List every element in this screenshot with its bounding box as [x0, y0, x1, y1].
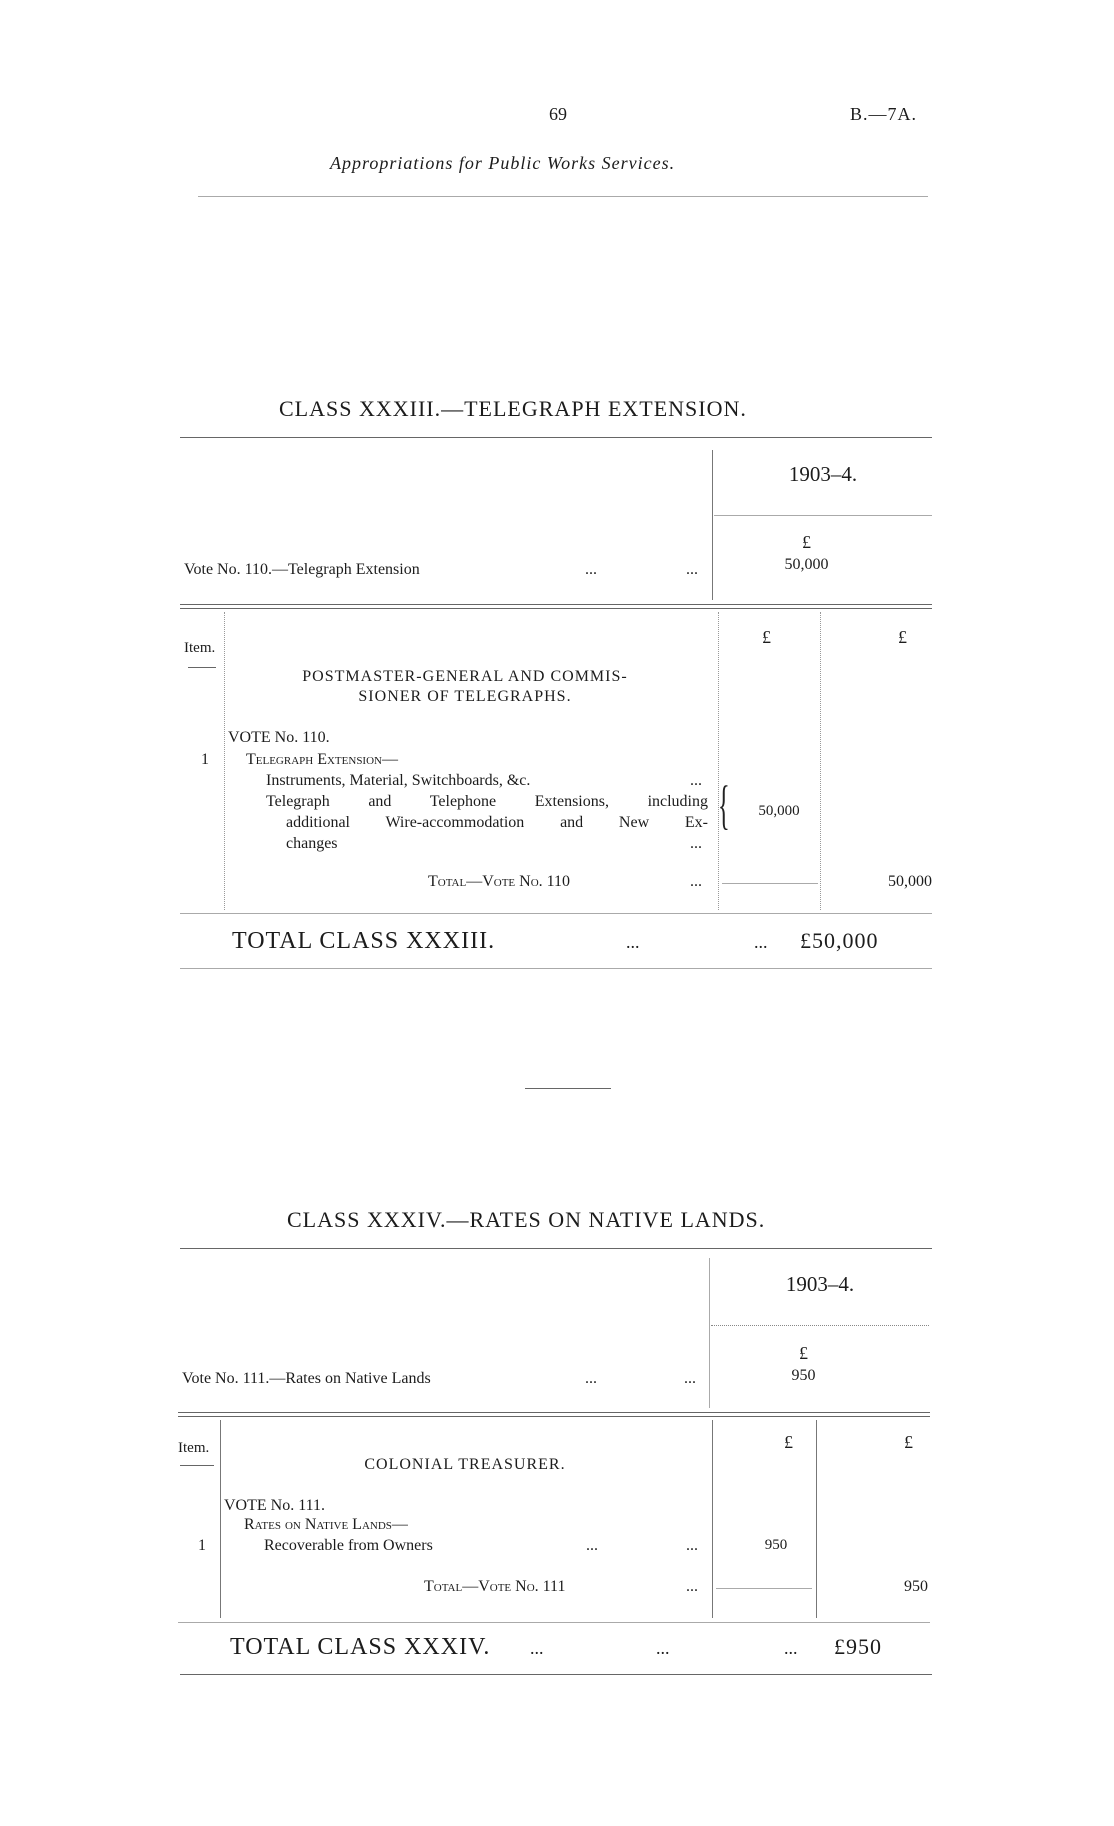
- class-total: £950: [834, 1634, 882, 1659]
- vote-title: VOTE No. 111.: [224, 1497, 326, 1514]
- double-rule-b: [178, 1416, 930, 1417]
- leader-dots: ...: [684, 1370, 696, 1387]
- department-heading: COLONIAL TREASURER.: [364, 1456, 566, 1473]
- item-number: 1: [201, 751, 209, 768]
- year-header-rule: [714, 515, 932, 516]
- section-heading: CLASS XXXIII.—TELEGRAPH EXTENSION.: [279, 396, 747, 421]
- leader-dots: ...: [784, 1638, 798, 1658]
- header-rule: [198, 196, 928, 197]
- leader-dots: ...: [686, 1578, 698, 1595]
- leader-dots: ...: [530, 1638, 544, 1658]
- subtotal-rule: [722, 883, 818, 884]
- page-number: 69: [549, 104, 567, 124]
- year-header-rule: [711, 1325, 929, 1326]
- department-line: SIONER OF TELEGRAPHS.: [358, 688, 572, 705]
- leader-dots: ...: [626, 932, 640, 952]
- vote-label: Vote No. 111.—Rates on Native Lands: [182, 1370, 431, 1387]
- department-heading: [250, 667, 680, 707]
- amount-currency-header: £: [762, 627, 771, 647]
- vote-total-label: Total—Vote No. 110: [428, 873, 571, 890]
- leader-dots: ...: [690, 772, 702, 789]
- vote-amount: 950: [791, 1367, 816, 1384]
- document-reference: B.—7A.: [850, 104, 918, 124]
- leader-dots: ...: [686, 561, 698, 578]
- year-header: 1903–4.: [788, 462, 858, 486]
- amount-column-divider: [718, 612, 719, 910]
- double-rule-b: [180, 608, 932, 609]
- entry-line: additional Wire-accommodation and New Ex-: [286, 814, 708, 831]
- total-top-rule: [178, 1622, 930, 1623]
- department-line: POSTMASTER-GENERAL AND COMMIS-: [302, 668, 628, 685]
- section-heading: CLASS XXXIV.—RATES ON NATIVE LANDS.: [287, 1207, 766, 1232]
- subtotal-rule: [716, 1588, 812, 1589]
- amount-column-divider: [712, 1420, 713, 1618]
- class-total: £50,000: [800, 928, 879, 953]
- item-column-divider: [224, 612, 225, 910]
- section-top-rule: [180, 1248, 932, 1249]
- leader-dots: ...: [754, 932, 768, 952]
- entry-line: Instruments, Material, Switchboards, &c.: [266, 772, 531, 789]
- item-column-header: Item.: [178, 1440, 210, 1456]
- leader-dots: ...: [690, 835, 702, 852]
- subhead: Rates on Native Lands—: [244, 1516, 408, 1533]
- vote-label: Vote No. 110.—Telegraph Extension: [184, 561, 420, 578]
- item-number: 1: [198, 1537, 206, 1554]
- vote-total: 950: [904, 1578, 928, 1595]
- leader-dots: ...: [586, 1537, 598, 1554]
- class-total-label: TOTAL CLASS XXXIII.: [232, 928, 496, 954]
- item-header-rule: [188, 667, 216, 668]
- currency-symbol: £: [802, 532, 811, 552]
- double-rule-a: [178, 1412, 930, 1413]
- leader-dots: ...: [656, 1638, 670, 1658]
- section-separator: [525, 1088, 611, 1089]
- leader-dots: ...: [686, 1537, 698, 1554]
- leader-dots: ...: [585, 561, 597, 578]
- subhead: Telegraph Extension—: [246, 751, 398, 768]
- total-top-rule: [180, 913, 932, 914]
- brace-symbol: {: [718, 775, 730, 835]
- vote-total-label: Total—Vote No. 111: [424, 1578, 566, 1595]
- total-column-divider: [816, 1420, 817, 1618]
- item-column-divider: [220, 1420, 221, 1618]
- vote-title: VOTE No. 110.: [228, 729, 330, 746]
- total-currency-header: £: [898, 627, 907, 647]
- total-currency-header: £: [904, 1432, 913, 1452]
- item-amount: 50,000: [758, 803, 800, 819]
- entry-line: Recoverable from Owners: [264, 1537, 433, 1554]
- entry-line: Telegraph and Telephone Extensions, including: [266, 793, 708, 810]
- section-top-rule: [180, 437, 932, 438]
- total-column-divider: [820, 612, 821, 910]
- summary-column-divider: [712, 450, 713, 600]
- vote-amount: 50,000: [784, 556, 829, 573]
- class-total-label: TOTAL CLASS XXXIV.: [230, 1634, 491, 1660]
- item-amount: 950: [764, 1537, 788, 1553]
- section-bottom-rule: [180, 968, 932, 969]
- leader-dots: ...: [585, 1370, 597, 1387]
- year-header: 1903–4.: [785, 1272, 855, 1296]
- running-title: Appropriations for Public Works Services.: [330, 153, 676, 173]
- vote-total: 50,000: [888, 873, 932, 890]
- item-column-header: Item.: [184, 640, 216, 656]
- summary-column-divider: [709, 1258, 710, 1408]
- amount-currency-header: £: [784, 1432, 793, 1452]
- item-header-rule: [180, 1465, 214, 1466]
- currency-symbol: £: [799, 1343, 808, 1363]
- section-bottom-rule: [180, 1674, 932, 1675]
- leader-dots: ...: [690, 873, 702, 890]
- double-rule-a: [180, 604, 932, 605]
- entry-line: changes: [286, 835, 338, 852]
